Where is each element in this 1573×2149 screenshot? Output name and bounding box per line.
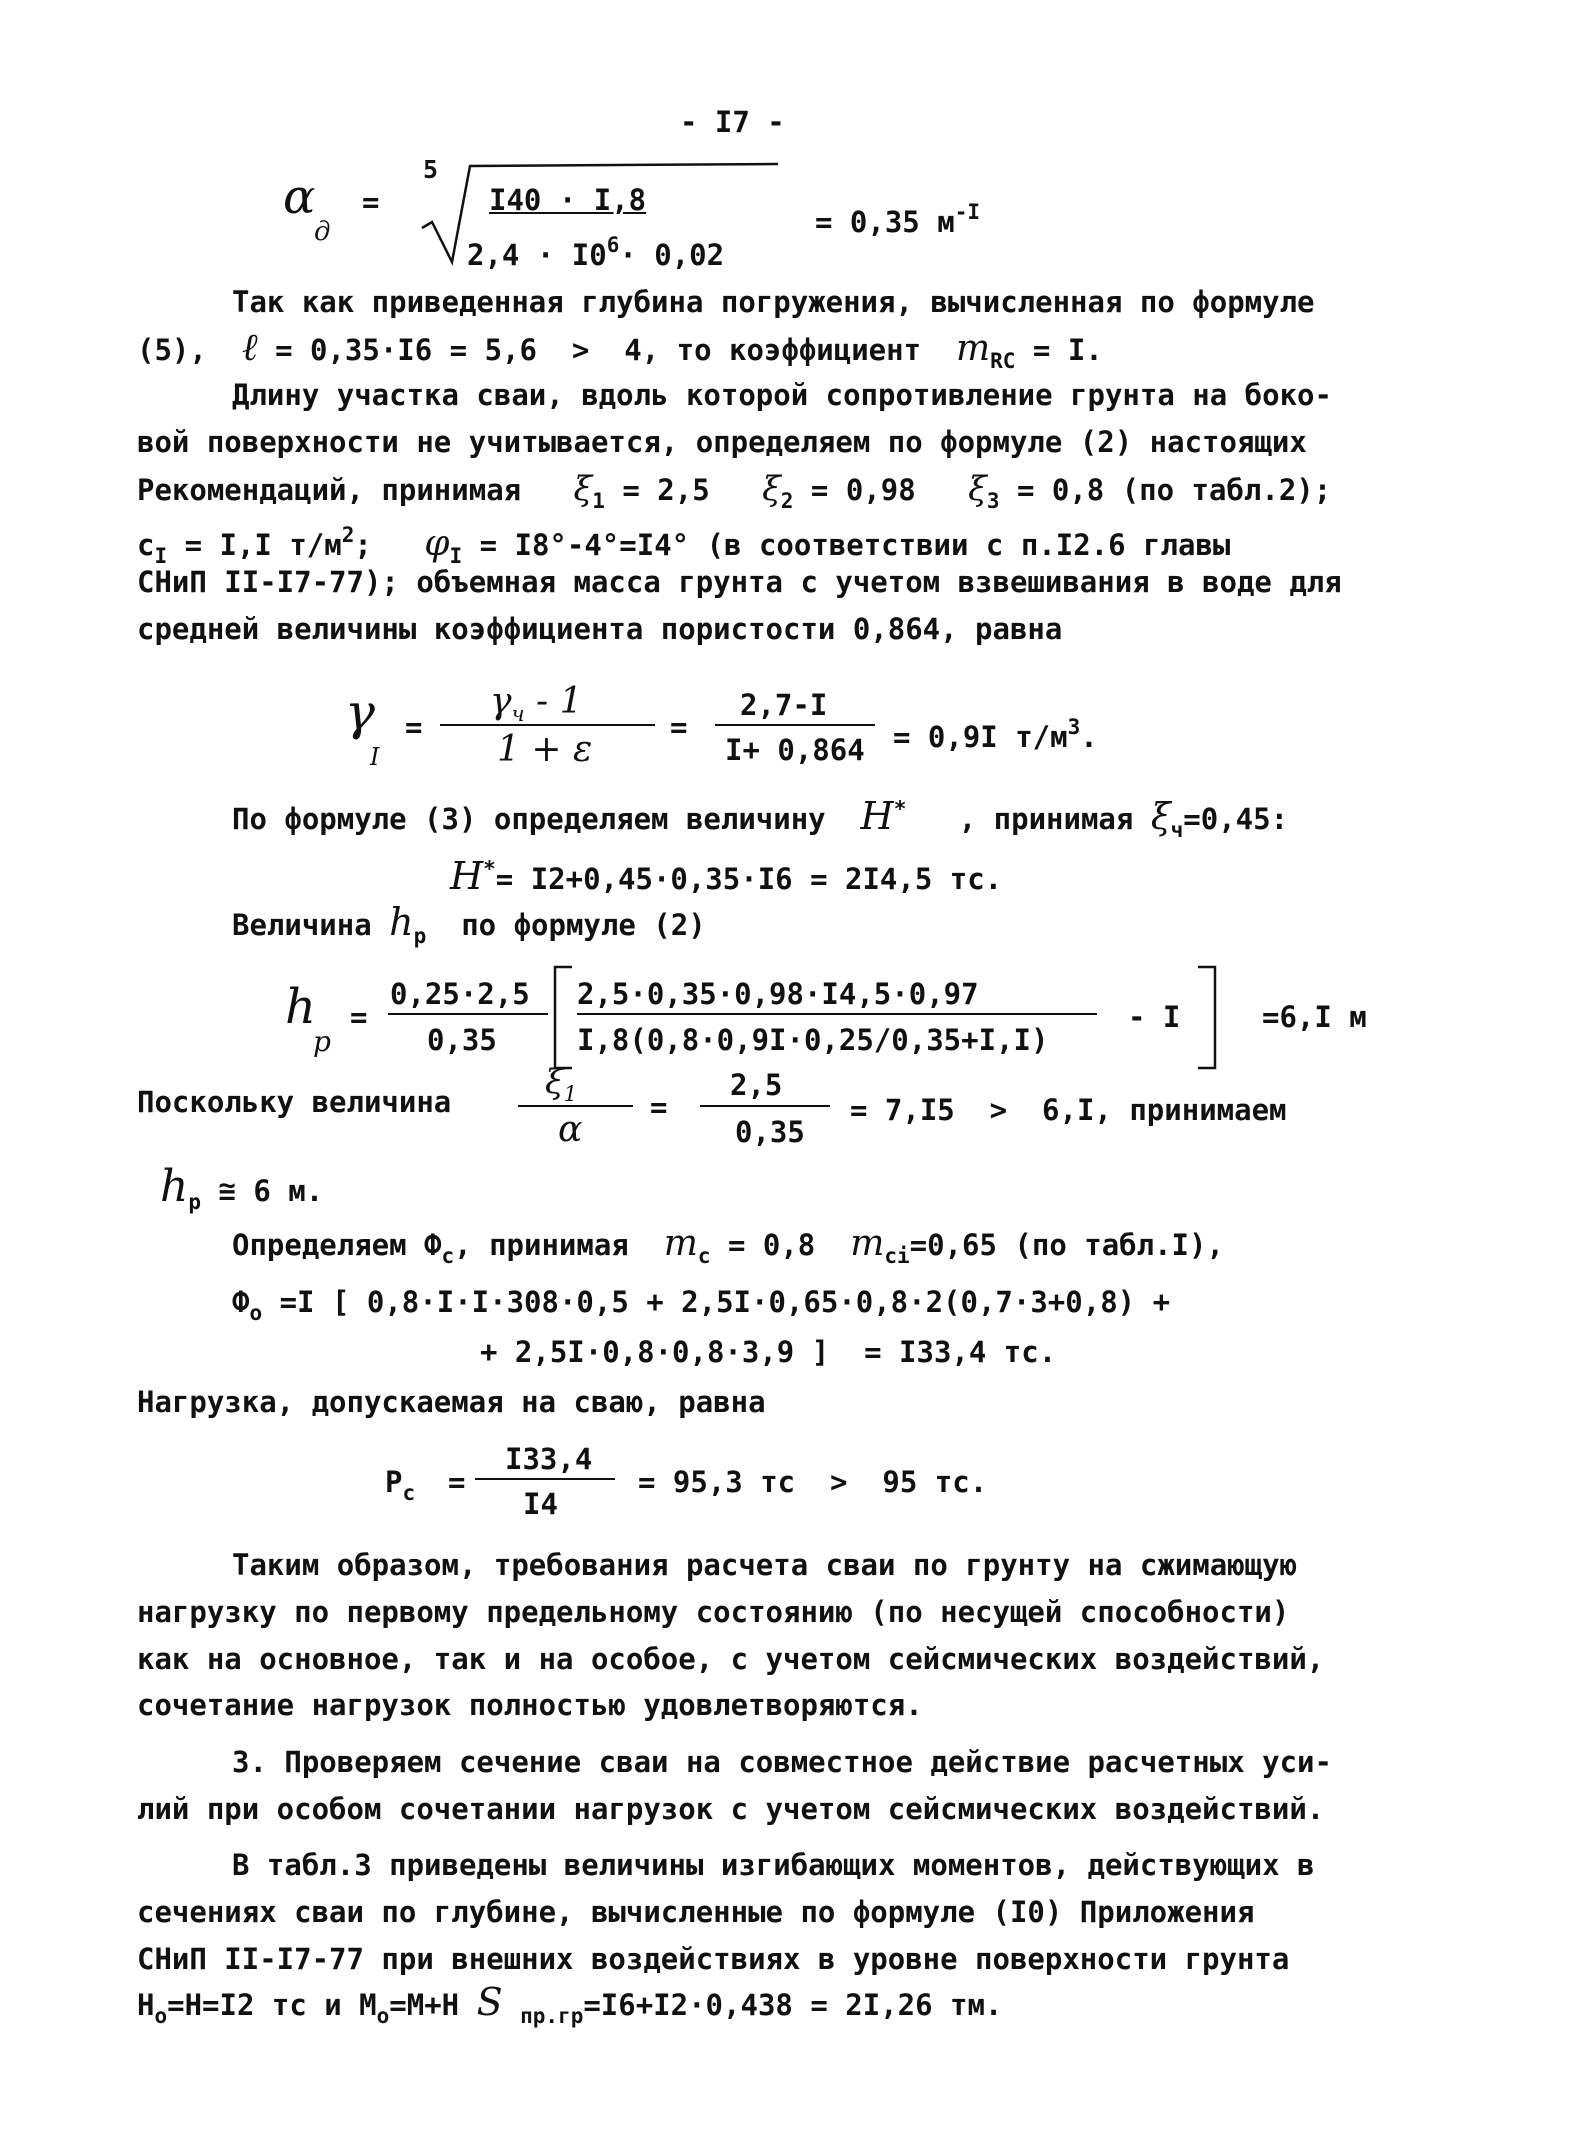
alpha-equals: = — [362, 185, 380, 219]
para2-line6: средней величины коэффициента пористости 0,864, равна — [137, 612, 1063, 646]
hp-bracket-fracline — [577, 1013, 1097, 1015]
gamma-equals2: = — [670, 710, 688, 744]
right-bracket — [1196, 965, 1218, 1070]
pc-numerator: I33,4 — [505, 1442, 593, 1476]
alpha-denominator: $2,4 \cdot I0^6\cdot 0,02$ — [467, 233, 725, 272]
para5-line4: $H_о=H=I2$ тс и $M_о=M+H$ S $_{пр.гр}$=I6+I2·0,438 = 2I,26 тм. — [137, 1980, 1003, 2028]
para2-line3: Рекомендаций, принимая $\xi_1 = 2,5$ $\xi_2 = 0,98$ $\xi_3 = 0,8$ (по табл.2); — [137, 469, 1332, 513]
hp-minus: - I — [1128, 1000, 1181, 1034]
hp-approx-line: $h_p$ ≅ 6 м. — [160, 1161, 324, 1214]
since-text: Поскольку величина — [137, 1085, 452, 1119]
para5-line3: СНиП II-I7-77 при внешних воздействиях в уровне поверхности грунта — [137, 1942, 1290, 1976]
hp-bracket-den: I,8(0,8·0,9I·0,25/0,35+I,I) — [577, 1023, 1049, 1057]
pc-symbol: $P_с$ — [385, 1465, 416, 1505]
para5-line1: В табл.3 приведены величины изгибающих моментов, действующих в — [232, 1848, 1315, 1882]
alpha-subscript: д — [314, 217, 331, 247]
phi-equation-line1: $Ф_о =I$ [ 0,8·I·I·308·0,5 + 2,5I·0,65·0,8·2(0,7·3+0,8) + — [232, 1285, 1171, 1325]
hp-numerator: 0,25·2,5 — [390, 977, 530, 1011]
hp-symbol: h — [285, 979, 316, 1035]
hp-denominator: 0,35 — [427, 1023, 497, 1057]
pc-result: = 95,3 тс > 95 тс. — [638, 1465, 988, 1499]
since-num: $\xi_1$ — [545, 1062, 578, 1106]
since-fracline2 — [700, 1105, 830, 1107]
para2-line2: вой поверхности не учитывается, определяем по формуле (2) настоящих — [137, 425, 1307, 459]
load-line: Нагрузка, допускаемая на сваю, равна — [137, 1385, 766, 1419]
gamma-num2: 2,7-I — [740, 688, 828, 722]
since-den: α — [558, 1109, 583, 1150]
para1-line1: Так как приведенная глубина погружения, вычисленная по формуле — [232, 285, 1315, 319]
alpha-symbol: α — [283, 169, 316, 225]
gamma-fracline1 — [440, 724, 655, 726]
alpha-result: = 0,35 $м^{-I}$ — [815, 200, 980, 239]
since-rest: = 7,I5 > 6,I, принимаем — [850, 1093, 1287, 1127]
hp-equals: = — [350, 1000, 368, 1034]
phi-line: Определяем $Ф_с$, принимая $m_c = 0,8$ $m_{ci}=0,65$ (по табл.I), — [232, 1223, 1224, 1268]
para1-line2: (5), ℓ = 0,35·I6 = 5,6 > 4, то коэффициент $m_{RC} = I$. — [137, 325, 1103, 373]
para2-line4: $c_I = I,I$ $т/м^2$; $\varphi_I = I8^\circ-4^\circ=I4^\circ$ (в соответствии с п.I2.6 главы — [137, 523, 1231, 568]
h-star-line: По формуле (3) определяем величину H* , принимая $\xi_ч=0,45$: — [232, 794, 1289, 842]
left-bracket — [552, 965, 574, 1070]
para3-line4: сочетание нагрузок полностью удовлетворяются. — [137, 1688, 923, 1722]
equation-h-star: H*= I2+0,45·0,35·I6 = 2I4,5 тс. — [450, 854, 1003, 898]
para4-line1: 3. Проверяем сечение сваи на совместное действие расчетных уси- — [232, 1745, 1332, 1779]
para2-line5: СНиП II-I7-77); объемная масса грунта с учетом взвешивания в воде для — [137, 565, 1342, 599]
since-fracline1 — [518, 1105, 633, 1107]
since-num2: 2,5 — [730, 1068, 783, 1102]
pc-denominator: I4 — [523, 1487, 558, 1521]
para3-line2: нагрузку по первому предельному состоянию (по несущей способности) — [137, 1595, 1290, 1629]
hp-subscript: p — [313, 1025, 331, 1058]
hp-line: Величина $h_p$ по формуле (2) — [232, 900, 706, 948]
gamma-result: = 0,9I $т/м^3$. — [893, 715, 1098, 754]
alpha-numerator: I40 · I,8 — [489, 183, 647, 217]
hp-result: =6,I м — [1262, 1000, 1367, 1034]
gamma-symbol: γ — [345, 683, 375, 741]
para5-line2: сечениях сваи по глубине, вычисленные по формуле (I0) Приложения — [137, 1895, 1255, 1929]
hp-bracket-num: 2,5·0,35·0,98·I4,5·0,97 — [577, 977, 979, 1011]
phi-equation-line2: + 2,5I·0,8·0,8·3,9 ] = I33,4 тс. — [480, 1335, 1057, 1369]
gamma-den2: I+ 0,864 — [725, 733, 865, 767]
para3-line3: как на основное, так и на особое, с учетом сейсмических воздействий, — [137, 1642, 1325, 1676]
gamma-num1: $\gamma_ч - 1$ — [490, 681, 583, 726]
gamma-den1: 1 + ε — [497, 729, 593, 770]
para4-line2: лий при особом сочетании нагрузок с учетом сейсмических воздействий. — [137, 1792, 1325, 1826]
since-den2: 0,35 — [735, 1115, 805, 1149]
para3-line1: Таким образом, требования расчета сваи по грунту на сжимающую — [232, 1548, 1298, 1582]
gamma-fracline2 — [715, 724, 875, 726]
page-number: - I7 - — [680, 105, 785, 139]
para2-line1: Длину участка сваи, вдоль которой сопротивление грунта на боко- — [232, 378, 1332, 412]
hp-fracline — [388, 1013, 548, 1015]
since-equals: = — [650, 1090, 668, 1124]
root-index: 5 — [423, 155, 439, 184]
gamma-equals: = — [405, 710, 423, 744]
gamma-subscript: I — [370, 743, 380, 771]
pc-fracline — [475, 1478, 615, 1480]
pc-equals: = — [448, 1465, 466, 1499]
